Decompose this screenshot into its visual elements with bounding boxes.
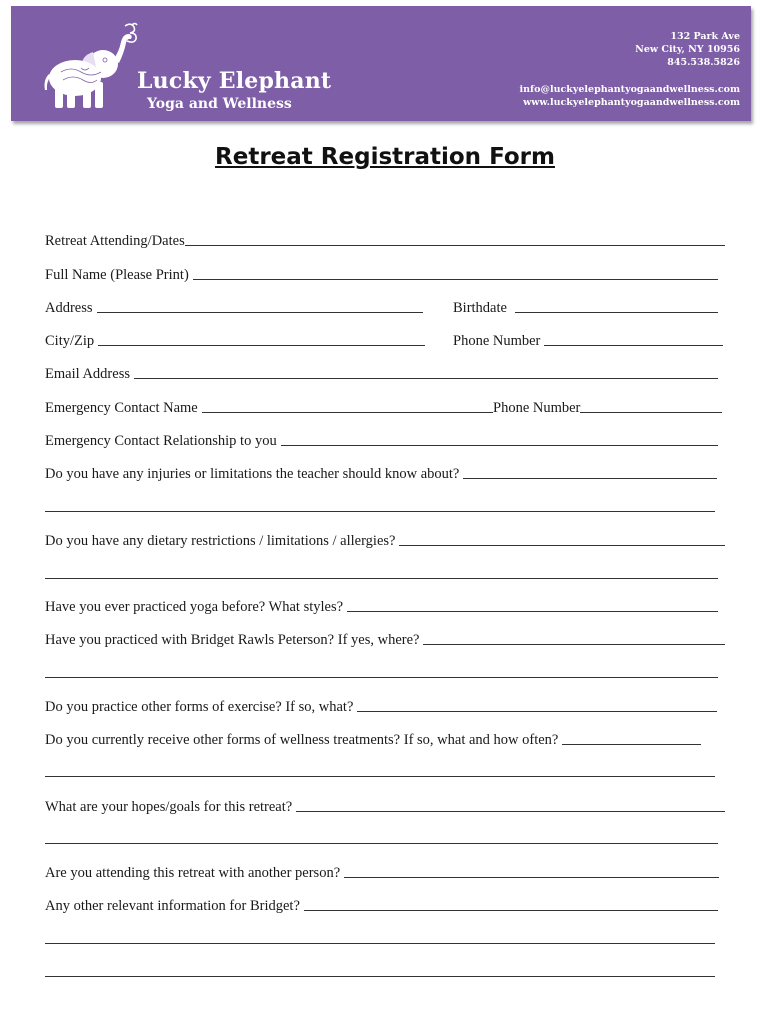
field-practiced-bridget[interactable]	[45, 627, 725, 649]
field-yoga-before[interactable]	[45, 594, 718, 616]
injuries-extra-line[interactable]	[45, 511, 715, 512]
answer-line[interactable]	[185, 245, 725, 246]
field-label: Do you practice other forms of exercise? If so, what?	[45, 699, 354, 715]
header-banner	[11, 6, 751, 121]
field-emergency-relationship[interactable]	[45, 428, 718, 450]
field-label: Have you practiced with Bridget Rawls Peterson? If yes, where?	[45, 632, 420, 648]
answer-line[interactable]	[296, 811, 725, 812]
field-birthdate[interactable]	[453, 295, 718, 317]
field-other-exercise[interactable]	[45, 694, 717, 716]
field-city-zip[interactable]	[45, 328, 425, 350]
hopes-extra-line[interactable]	[45, 843, 718, 844]
page-title: Retreat Registration Form	[215, 144, 555, 170]
answer-line[interactable]	[580, 412, 722, 413]
answer-line[interactable]	[463, 478, 717, 479]
answer-line[interactable]	[193, 279, 718, 280]
field-address[interactable]	[45, 295, 423, 317]
field-dietary[interactable]	[45, 528, 725, 550]
field-full-name[interactable]	[45, 262, 718, 284]
field-label: What are your hopes/goals for this retreat?	[45, 799, 293, 815]
answer-line[interactable]	[97, 312, 423, 313]
bridget-extra-line[interactable]	[45, 677, 718, 678]
field-label: Birthdate	[453, 300, 507, 316]
field-label: Full Name (Please Print)	[45, 267, 189, 283]
field-label: Address	[45, 300, 93, 316]
field-label: Emergency Contact Relationship to you	[45, 433, 277, 449]
answer-line[interactable]	[399, 545, 725, 546]
field-label: Phone Number	[493, 400, 581, 416]
address-line-1: 132 Park Ave	[670, 31, 740, 42]
logo	[41, 20, 332, 115]
field-label: Any other relevant information for Bridget?	[45, 898, 300, 914]
field-label: Have you ever practiced yoga before? What styles?	[45, 599, 344, 615]
field-retreat[interactable]	[45, 228, 725, 250]
brand-name: Lucky Elephant	[137, 68, 332, 94]
answer-line[interactable]	[544, 345, 723, 346]
field-label: Do you have any dietary restrictions / limitations / allergies?	[45, 533, 396, 549]
field-wellness[interactable]	[45, 727, 701, 749]
field-attending-with[interactable]	[45, 860, 719, 882]
answer-line[interactable]	[344, 877, 719, 878]
answer-line[interactable]	[515, 312, 718, 313]
field-label: Retreat Attending/Dates	[45, 233, 185, 249]
answer-line[interactable]	[281, 445, 718, 446]
field-emergency-phone[interactable]	[493, 395, 722, 417]
field-emergency-name[interactable]	[45, 395, 493, 417]
field-email[interactable]	[45, 361, 718, 383]
answer-line[interactable]	[98, 345, 425, 346]
brand-subtitle: Yoga and Wellness	[147, 96, 292, 112]
answer-line[interactable]	[423, 644, 725, 645]
field-label: City/Zip	[45, 333, 95, 349]
field-label: Do you have any injuries or limitations the teacher should know about?	[45, 466, 460, 482]
field-other-info[interactable]	[45, 893, 718, 915]
answer-line[interactable]	[357, 711, 717, 712]
field-injuries[interactable]	[45, 461, 717, 483]
field-label: Are you attending this retreat with another person?	[45, 865, 341, 881]
other-info-extra-line-2[interactable]	[45, 976, 715, 977]
field-phone[interactable]	[453, 328, 723, 350]
answer-line[interactable]	[562, 744, 701, 745]
wellness-extra-line[interactable]	[45, 776, 715, 777]
dietary-extra-line[interactable]	[45, 578, 718, 579]
other-info-extra-line-1[interactable]	[45, 943, 715, 944]
contact-email[interactable]: info@luckyelephantyogaandwellness.com	[519, 84, 740, 95]
answer-line[interactable]	[134, 378, 718, 379]
field-label: Email Address	[45, 366, 130, 382]
contact-block	[520, 30, 740, 109]
contact-phone: 845.538.5826	[667, 57, 740, 68]
answer-line[interactable]	[202, 412, 493, 413]
field-label: Phone Number	[453, 333, 541, 349]
elephant-icon	[41, 20, 141, 112]
field-label: Emergency Contact Name	[45, 400, 198, 416]
answer-line[interactable]	[347, 611, 718, 612]
field-label: Do you currently receive other forms of wellness treatments? If so, what and how often?	[45, 732, 559, 748]
address-line-2: New City, NY 10956	[635, 44, 740, 55]
contact-website[interactable]: www.luckyelephantyogaandwellness.com	[523, 97, 740, 108]
answer-line[interactable]	[304, 910, 718, 911]
field-hopes-goals[interactable]	[45, 794, 725, 816]
